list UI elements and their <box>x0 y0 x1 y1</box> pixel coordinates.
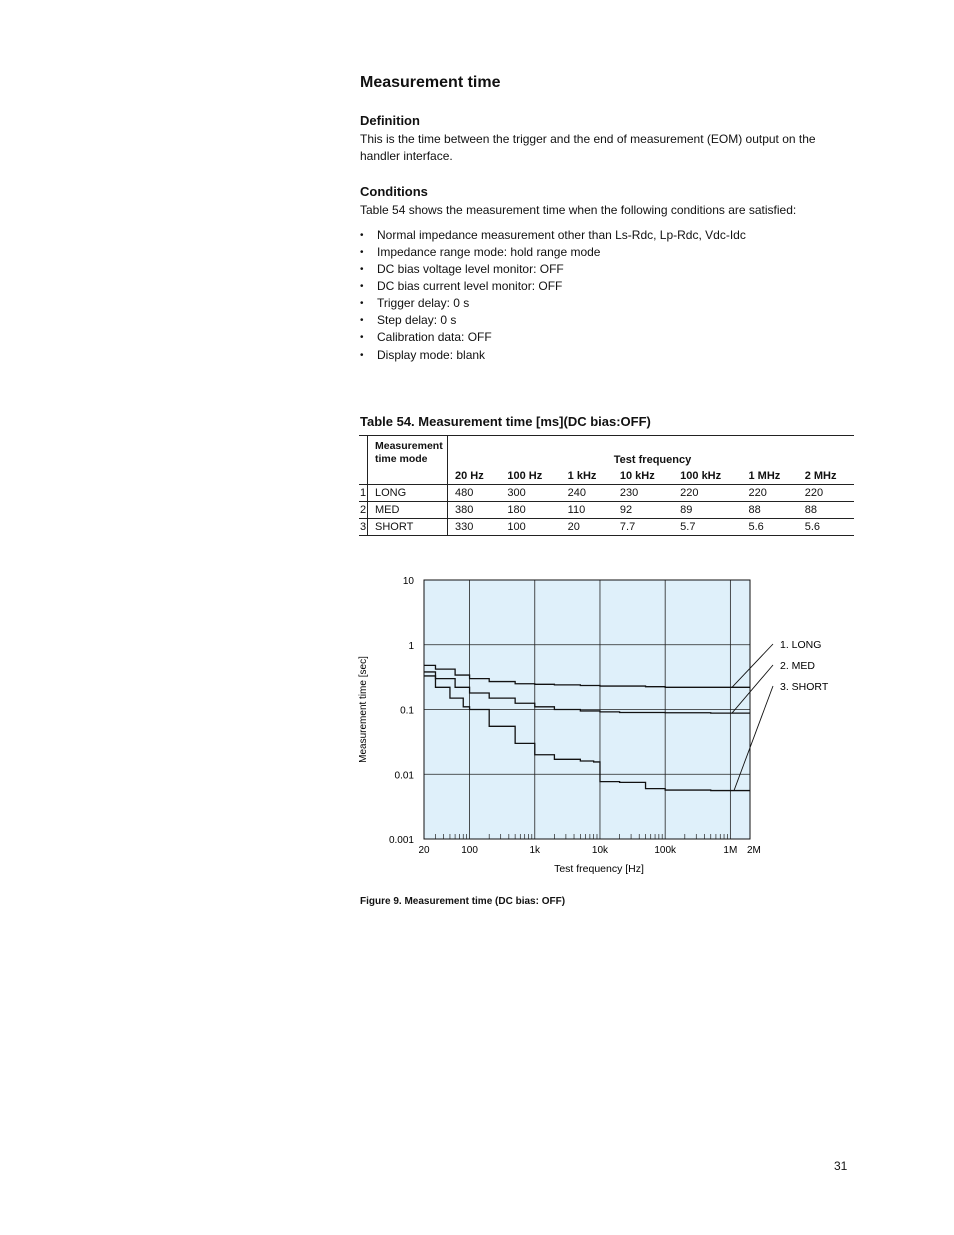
table-cell: 220 <box>798 485 854 502</box>
freq-header: Test frequency <box>613 454 692 466</box>
y-axis-label: Measurement time [sec] <box>358 656 369 763</box>
table-row <box>359 519 854 536</box>
table-cell: 5.7 <box>673 519 741 536</box>
table-row <box>359 502 854 519</box>
page-number: 31 <box>834 1159 848 1173</box>
list-item: • Trigger delay: 0 s <box>360 295 746 312</box>
table-caption: Table 54. Measurement time [ms](DC bias:OFF) <box>360 414 651 429</box>
legend-entry: 2. MED <box>780 660 816 672</box>
x-tick-label: 100k <box>654 845 677 856</box>
table-cell: 380 <box>448 502 501 519</box>
freq-column-header: 100 kHz <box>680 470 722 482</box>
freq-column-header: 1 MHz <box>748 470 781 482</box>
y-tick-label: 0.1 <box>400 705 414 717</box>
definition-text-block <box>360 131 854 165</box>
table-cell: 7.7 <box>613 519 673 536</box>
x-tick-label: 1M <box>723 845 738 856</box>
row-number: 2 <box>359 502 368 519</box>
list-item: • Normal impedance measurement other than Ls-Rdc, Lp-Rdc, Vdc-Idc <box>360 227 746 244</box>
table-cell: 20 <box>561 519 613 536</box>
conditions-title: Conditions <box>360 184 428 199</box>
table-cell: 89 <box>673 502 741 519</box>
table-cell: 5.6 <box>741 519 797 536</box>
definition-text: This is the time between the trigger and the end of measurement (EOM) output on the handler interface. <box>360 132 816 163</box>
table-cell: 110 <box>561 502 613 519</box>
table-cell: 88 <box>741 502 797 519</box>
x-tick-labels <box>418 845 760 856</box>
table-row <box>359 485 854 502</box>
list-item: • Step delay: 0 s <box>360 312 746 329</box>
freq-column-header: 100 Hz <box>507 470 543 482</box>
table-cell: 220 <box>673 485 741 502</box>
x-tick-label: 2M <box>747 845 761 856</box>
row-number: 1 <box>359 485 368 502</box>
table-cell: 480 <box>448 485 501 502</box>
row-mode: MED <box>368 502 448 519</box>
freq-column-header: 2 MHz <box>804 470 837 482</box>
row-number: 3 <box>359 519 368 536</box>
y-tick-label: 1 <box>408 640 414 652</box>
list-item: • Calibration data: OFF <box>360 329 746 346</box>
x-tick-label: 10k <box>591 845 609 856</box>
table-cell: 88 <box>798 502 854 519</box>
page-heading: Measurement time <box>360 74 501 91</box>
y-tick-labels <box>389 576 414 846</box>
x-tick-label: 100 <box>461 845 478 856</box>
x-tick-label: 1k <box>529 845 541 856</box>
row-mode: LONG <box>368 485 448 502</box>
legend-entry: 1. LONG <box>780 639 822 651</box>
measurement-time-chart <box>340 570 854 890</box>
table-cell: 330 <box>448 519 501 536</box>
conditions-intro: Table 54 shows the measurement time when the following conditions are satisfied: <box>360 203 797 217</box>
table-cell: 230 <box>613 485 673 502</box>
y-tick-label: 10 <box>402 576 414 587</box>
mode-header: Measurement time mode <box>368 436 448 485</box>
freq-column-header: 1 kHz <box>567 470 597 482</box>
x-tick-label: 20 <box>418 845 430 856</box>
definition-title: Definition <box>360 113 420 128</box>
table-cell: 180 <box>500 502 560 519</box>
table-cell: 5.6 <box>798 519 854 536</box>
conditions-list <box>360 227 746 364</box>
list-item: • Impedance range mode: hold range mode <box>360 244 746 261</box>
measurement-time-table <box>359 435 854 536</box>
list-item: • Display mode: blank <box>360 347 746 364</box>
figure-caption: Figure 9. Measurement time (DC bias: OFF) <box>360 896 566 907</box>
legend-entry: 3. SHORT <box>780 681 829 693</box>
list-item: • DC bias voltage level monitor: OFF <box>360 261 746 278</box>
list-item: • DC bias current level monitor: OFF <box>360 278 746 295</box>
y-tick-label: 0.001 <box>388 835 414 846</box>
freq-column-header: 10 kHz <box>619 470 655 482</box>
table-cell: 100 <box>500 519 560 536</box>
x-axis-label: Test frequency [Hz] <box>554 863 644 875</box>
y-tick-label: 0.01 <box>394 770 414 782</box>
table-cell: 240 <box>561 485 613 502</box>
table-cell: 92 <box>613 502 673 519</box>
freq-column-header: 20 Hz <box>455 470 484 482</box>
table-cell: 220 <box>741 485 797 502</box>
table-corner-cell <box>359 436 368 485</box>
row-mode: SHORT <box>368 519 448 536</box>
chart-legend <box>780 639 829 693</box>
table-cell: 300 <box>500 485 560 502</box>
conditions-intro-block <box>360 202 854 219</box>
